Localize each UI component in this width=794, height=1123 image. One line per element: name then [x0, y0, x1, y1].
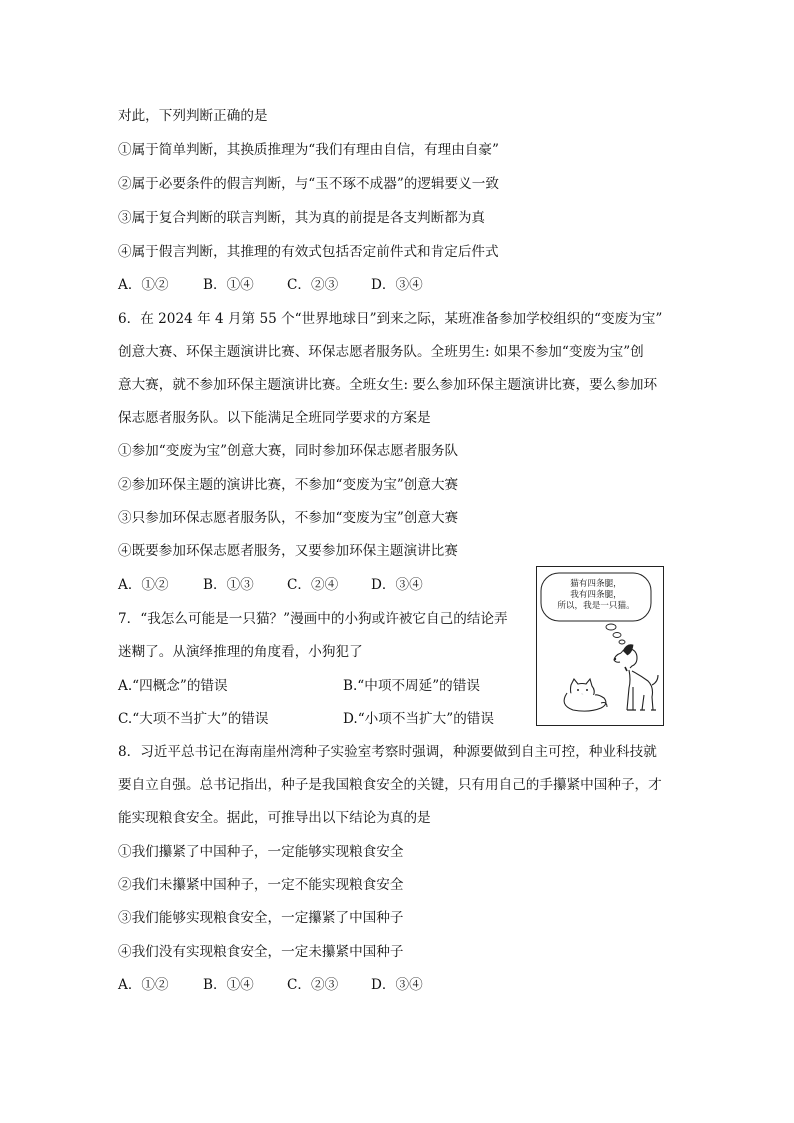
q6-option-a: A．①② [118, 577, 169, 593]
q8-line-3: 能实现粮食安全。据此，可推导出以下结论为真的是 [118, 810, 431, 826]
q6-option-c: C．②④ [287, 577, 339, 593]
q8-line-2: 要自立自强。总书记指出，种子是我国粮食安全的关键，只有用自己的手攥紧中国种子，才 [118, 777, 662, 793]
cartoon-dog-cat [536, 566, 664, 726]
q6-item-1: ①参加“变废为宝”创意大赛，同时参加环保志愿者服务队 [118, 443, 459, 459]
q6-option-b: B．①③ [203, 577, 254, 593]
q8-item-1: ①我们攥紧了中国种子，一定能够实现粮食安全 [118, 844, 404, 860]
q5-item-2: ②属于必要条件的假言判断，与“玉不琢不成器”的逻辑要义一致 [118, 176, 499, 192]
q5-option-a: A．①② [118, 277, 169, 293]
q5-item-4: ④属于假言判断，其推理的有效式包括否定前件式和肯定后件式 [118, 244, 499, 260]
q6-item-2: ②参加环保主题的演讲比赛，不参加“变废为宝”创意大赛 [118, 477, 459, 493]
q5-item-1: ①属于简单判断，其换质推理为“我们有理由自信，有理由自豪” [118, 142, 499, 158]
q5-stem: 对此，下列判断正确的是 [118, 108, 268, 124]
q7-option-b: B.“中项不周延”的错误 [343, 678, 480, 694]
q7-option-a: A.“四概念”的错误 [118, 678, 228, 694]
q7-option-d: D.“小项不当扩大”的错误 [343, 711, 494, 727]
q6-line-3: 意大赛，就不参加环保主题演讲比赛。全班女生: 要么参加环保主题演讲比赛，要么参加环 [118, 377, 658, 393]
bubble-line-3: 所以，我是一只猫。 [557, 601, 635, 611]
q7-line-2: 迷糊了。从演绎推理的角度看，小狗犯了 [118, 644, 363, 660]
q6-option-d: D．③④ [371, 577, 423, 593]
q8-item-2: ②我们未攥紧中国种子，一定不能实现粮食安全 [118, 877, 404, 893]
q5-option-b: B．①④ [203, 277, 254, 293]
bubble-line-1: 猫有四条腿， [570, 579, 622, 589]
q6-line-4: 保志愿者服务队。以下能满足全班同学要求的方案是 [118, 410, 431, 426]
q5-option-c: C．②③ [287, 277, 339, 293]
q7-line-1: 7．“我怎么可能是一只猫？”漫画中的小狗或许被它自己的结论弄 [118, 611, 508, 627]
bubble-line-2: 我有四条腿， [570, 590, 622, 600]
q5-option-d: D．③④ [371, 277, 423, 293]
q6-line-2: 创意大赛、环保主题演讲比赛、环保志愿者服务队。全班男生: 如果不参加“变废为宝”创 [118, 344, 644, 360]
q8-option-b: B．①④ [203, 977, 254, 993]
q8-item-3: ③我们能够实现粮食安全，一定攥紧了中国种子 [118, 910, 404, 926]
q6-item-4: ④既要参加环保志愿者服务，又要参加环保主题演讲比赛 [118, 543, 458, 559]
q5-item-3: ③属于复合判断的联言判断，其为真的前提是各支判断都为真 [118, 210, 486, 226]
q7-option-c: C.“大项不当扩大”的错误 [118, 711, 269, 727]
q8-item-4: ④我们没有实现粮食安全，一定未攥紧中国种子 [118, 944, 404, 960]
q8-option-d: D．③④ [371, 977, 423, 993]
q6-line-1: 6．在 2024 年 4 月第 55 个“世界地球日”到来之际，某班准备参加学校组织的“变废为宝” [118, 311, 663, 327]
q8-line-1: 8．习近平总书记在海南崖州湾种子实验室考察时强调，种源要做到自主可控，种业科技就 [118, 744, 657, 760]
q6-item-3: ③只参加环保志愿者服务队，不参加“变废为宝”创意大赛 [118, 510, 459, 526]
q8-option-a: A．①② [118, 977, 169, 993]
q8-option-c: C．②③ [287, 977, 339, 993]
